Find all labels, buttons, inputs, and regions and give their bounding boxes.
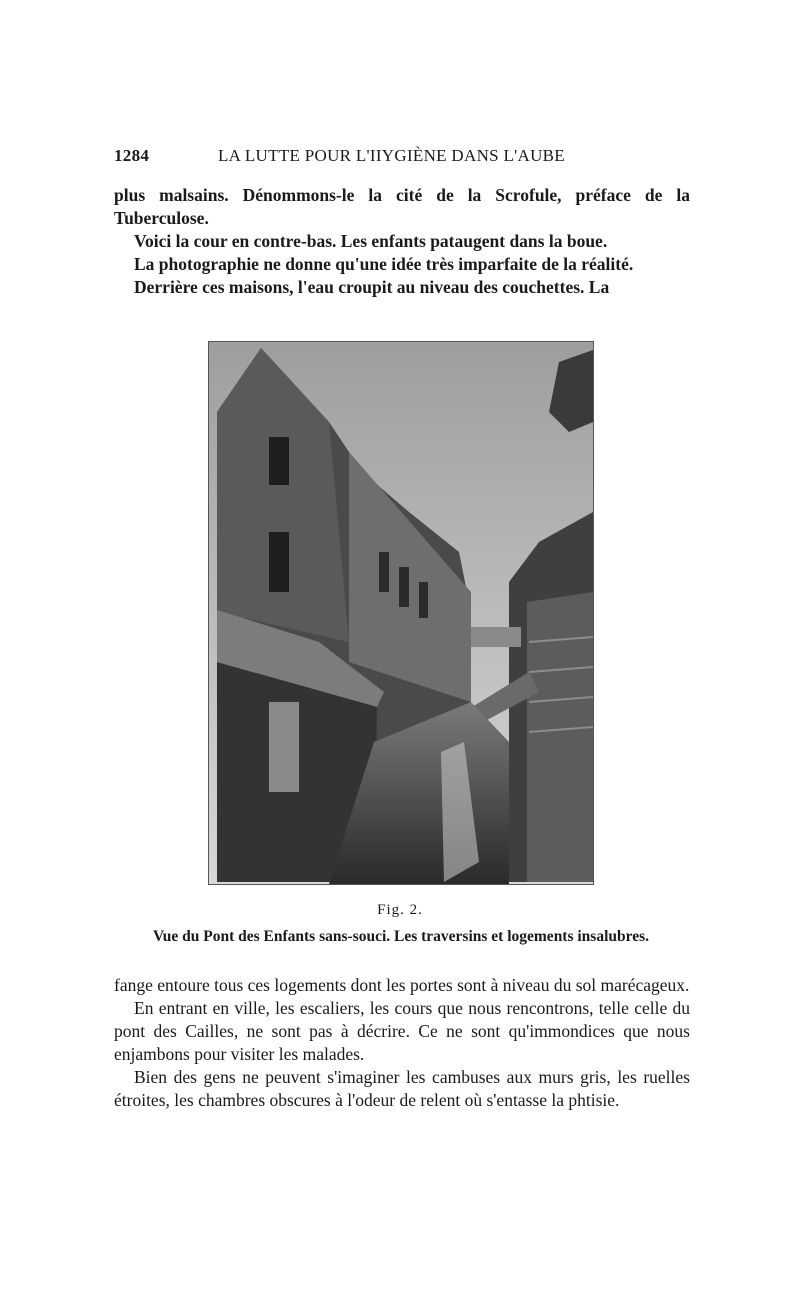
text-block-top: [114, 184, 690, 299]
paragraph: Derrière ces maisons, l'eau croupit au niveau des couchettes. La: [134, 277, 610, 297]
paragraph: plus malsains. Dénommons-le la cité de la Scrofule, préface de la Tuberculose.: [114, 185, 690, 228]
text-block-bottom: [114, 974, 690, 1112]
paragraph: La photographie ne donne qu'une idée très imparfaite de la réalité.: [134, 254, 634, 274]
paragraph: Voici la cour en contre-bas. Les enfants pataugent dans la boue.: [134, 231, 608, 251]
photograph-drawing: [209, 342, 593, 884]
running-title: LA LUTTE POUR L'IIYGIÈNE DANS L'AUBE: [218, 146, 565, 165]
paragraph: En entrant en ville, les escaliers, les cours que nous rencontrons, telle celle du pont des Cailles, ne sont pas à décrire. Ce ne sont qu'immondices que nous enjambons pour visiter les malades.: [114, 998, 690, 1064]
figure-caption: Vue du Pont des Enfants sans-souci. Les traversins et logements insalubres.: [152, 928, 650, 945]
page-number: 1284: [114, 146, 150, 165]
figure-label: Fig. 2.: [377, 902, 423, 918]
canal-photograph: [208, 341, 594, 885]
paragraph: Bien des gens ne peuvent s'imaginer les cambuses aux murs gris, les ruelles étroites, les chambres obscures à l'odeur de relent où s'entasse la phtisie.: [114, 1067, 690, 1110]
paragraph: fange entoure tous ces logements dont les portes sont à niveau du sol marécageux.: [114, 975, 690, 995]
